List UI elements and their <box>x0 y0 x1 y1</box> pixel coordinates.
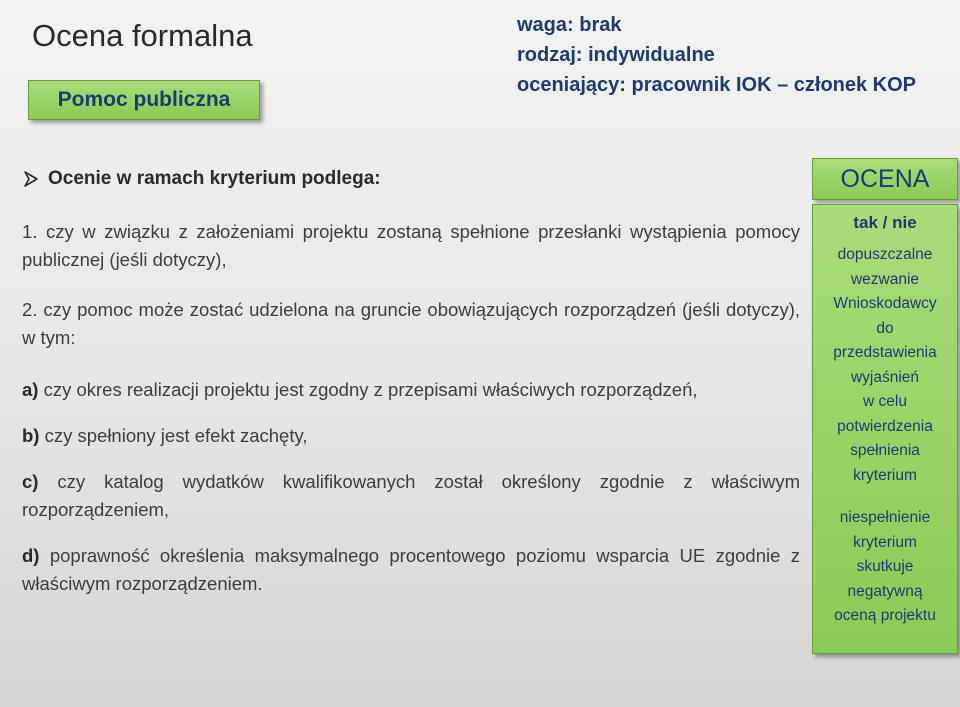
intro-text: Ocenie w ramach kryterium podlega: <box>48 168 381 189</box>
ocena-line: potwierdzenia <box>837 417 933 435</box>
item-number: 1. <box>22 221 38 242</box>
sub-item-text: poprawność określenia maksymalnego procentowego poziomu wsparcia UE zgodnie z właściwym rozporządzeniem. <box>22 545 801 594</box>
sub-item-label: d) <box>22 545 40 566</box>
ocena-panel <box>812 204 958 654</box>
ocena-failure-note <box>813 506 957 629</box>
meta-weight: waga: brak <box>517 14 622 36</box>
sub-item-label: b) <box>22 425 40 446</box>
ocena-allowed-note <box>813 243 957 488</box>
ocena-line: Wnioskodawcy <box>833 295 937 312</box>
ocena-line: spełnienia <box>850 442 920 459</box>
item-text: czy pomoc może zostać udzielona na gruncie obowiązujących rozporządzeń (jeśli dotyczy), w tym: <box>22 299 800 348</box>
sub-item-label: c) <box>22 471 39 492</box>
category-badge: Pomoc publiczna <box>28 80 260 120</box>
ocena-line: negatywną <box>847 582 923 600</box>
ocena-line: wezwanie <box>850 270 920 288</box>
ocena-line: oceną projektu <box>834 607 936 624</box>
ocena-line: do <box>876 319 894 337</box>
criterion-meta <box>517 10 916 100</box>
ocena-line: niespełnienie <box>839 509 931 526</box>
ocena-heading: OCENA <box>812 158 958 200</box>
ocena-line: w celu <box>863 393 907 410</box>
criterion-item-2 <box>22 296 800 352</box>
item-text: czy w związku z założeniami projektu zostaną spełnione przesłanki wystąpienia pomocy publicznej (jeśli dotyczy), <box>22 221 800 270</box>
meta-type: rodzaj: indywidualne <box>517 44 715 66</box>
ocena-line: wyjaśnień <box>850 368 920 386</box>
ocena-line: kryterium <box>853 466 917 484</box>
sub-item-b <box>22 422 800 450</box>
sub-item-text: czy okres realizacji projektu jest zgodny z przepisami właściwych rozporządzeń, <box>43 379 698 400</box>
ocena-line: przedstawienia <box>833 344 937 361</box>
criterion-item-1 <box>22 218 800 274</box>
meta-evaluator: oceniający: pracownik IOK – członek KOP <box>517 74 917 96</box>
ocena-line: kryterium <box>853 533 917 551</box>
arrow-bullet-icon <box>22 170 40 188</box>
sub-item-c <box>22 468 800 524</box>
sub-item-label: a) <box>22 379 39 400</box>
ocena-spacer <box>813 488 957 506</box>
ocena-line: dopuszczalne <box>837 246 933 263</box>
sub-item-a <box>22 376 800 404</box>
item-number: 2. <box>22 299 38 320</box>
sub-item-text: czy katalog wydatków kwalifikowanych został określony zgodnie z właściwym rozporządzeniem, <box>22 471 801 520</box>
sub-item-d <box>22 542 800 598</box>
ocena-yes-no: tak / nie <box>853 213 917 232</box>
page-title: Ocena formalna <box>32 18 253 53</box>
criteria-list <box>22 218 800 618</box>
intro-bullet <box>22 168 381 190</box>
ocena-line: skutkuje <box>856 558 914 575</box>
sub-item-text: czy spełniony jest efekt zachęty, <box>44 425 308 446</box>
